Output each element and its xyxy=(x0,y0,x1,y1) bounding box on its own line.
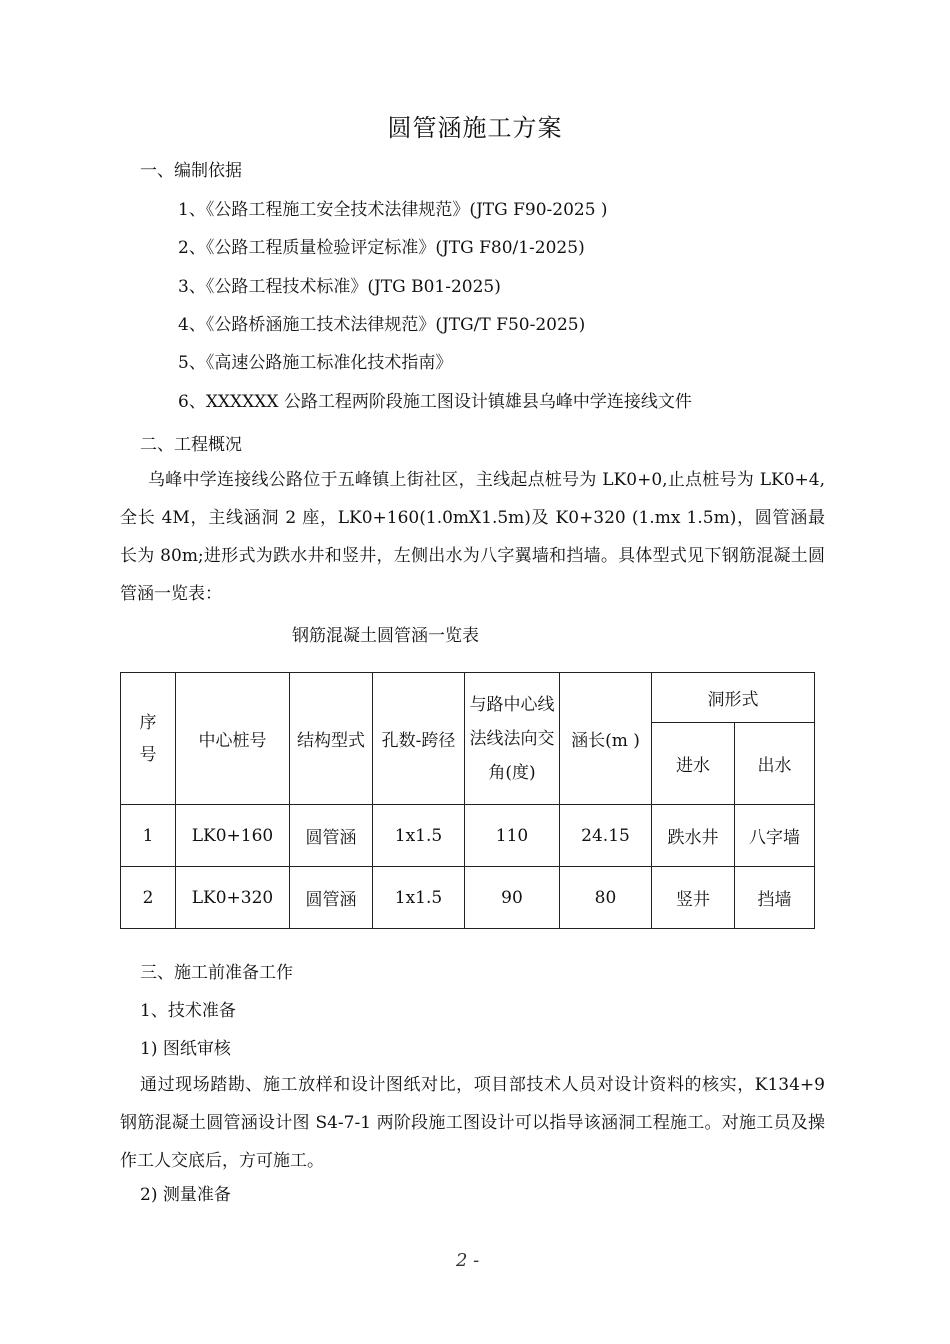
cell-span: 1x1.5 xyxy=(373,867,465,929)
cell-seq: 2 xyxy=(121,867,176,929)
cell-station: LK0+320 xyxy=(176,867,290,929)
cell-structure: 圆管涵 xyxy=(290,805,373,867)
cell-length: 80 xyxy=(560,867,652,929)
cell-outlet: 挡墙 xyxy=(735,867,815,929)
header-station: 中心桩号 xyxy=(176,673,290,805)
drawing-review-paragraph: 通过现场踏勘、施工放样和设计图纸对比，项目部技术人员对设计资料的核实，K134+9 钢筋混凝土圆管涵设计图 S4-7-1 两阶段施工图设计可以指导该涵洞工程施工。对施工员及操作工人交底后，方可施工。 xyxy=(120,1075,825,1171)
cell-station: LK0+160 xyxy=(176,805,290,867)
cell-inlet: 竖井 xyxy=(652,867,735,929)
cell-length: 24.15 xyxy=(560,805,652,867)
cell-seq: 1 xyxy=(121,805,176,867)
reference-item: 1、《公路工程施工安全技术法律规范》(JTG F90-2025 ) xyxy=(178,200,608,220)
header-angle: 与路中心线法线法向交角(度) xyxy=(465,673,560,805)
reference-item: 6、XXXXXX 公路工程两阶段施工图设计镇雄县乌峰中学连接线文件 xyxy=(178,392,692,412)
reference-item: 3、《公路工程技术标准》(JTG B01-2025) xyxy=(178,277,501,297)
subheading-technical: 1、技术准备 xyxy=(140,1001,236,1021)
cell-outlet: 八字墙 xyxy=(735,805,815,867)
header-span: 孔数-跨径 xyxy=(373,673,465,805)
header-form: 洞形式 xyxy=(652,673,815,723)
table-caption: 钢筋混凝土圆管涵一览表 xyxy=(292,626,479,646)
table-row xyxy=(121,805,815,867)
header-seq: 序号 xyxy=(121,673,176,805)
header-outlet: 出水 xyxy=(735,723,815,805)
cell-structure: 圆管涵 xyxy=(290,867,373,929)
overview-paragraph: 乌峰中学连接线公路位于五峰镇上街社区，主线起点桩号为 LK0+0,止点桩号为 LK0+4,全长 4M，主线涵洞 2 座，LK0+160(1.0mX1.5m)及 K0+320 (1.mx 1.5m)，圆管涵最长为 80m;进形式为跌水井和竖井，左侧出水为八字翼墙和挡墙。具体型式见下钢筋混凝土圆管涵一览表： xyxy=(120,470,825,604)
reference-item: 4、《公路桥涵施工技术法律规范》(JTG/T F50-2025) xyxy=(178,315,586,335)
cell-angle: 90 xyxy=(465,867,560,929)
cell-angle: 110 xyxy=(465,805,560,867)
header-structure: 结构型式 xyxy=(290,673,373,805)
cell-inlet: 跌水井 xyxy=(652,805,735,867)
cell-span: 1x1.5 xyxy=(373,805,465,867)
item-drawing-review: 1) 图纸审核 xyxy=(140,1039,231,1059)
page-title: 圆管涵施工方案 xyxy=(387,114,563,142)
reference-item: 5、《高速公路施工标准化技术指南》 xyxy=(178,353,453,373)
header-length: 涵长(m ) xyxy=(560,673,652,805)
reference-item: 2、《公路工程质量检验评定标准》(JTG F80/1-2025) xyxy=(178,238,585,258)
section-heading-basis: 一、编制依据 xyxy=(140,161,242,181)
section-heading-overview: 二、工程概况 xyxy=(140,435,242,455)
header-inlet: 进水 xyxy=(652,723,735,805)
section-heading-preparation: 三、施工前准备工作 xyxy=(140,963,293,983)
culvert-table xyxy=(120,672,815,929)
page-number: 2 - xyxy=(456,1250,480,1271)
table-row xyxy=(121,867,815,929)
item-survey-prep: 2) 测量准备 xyxy=(140,1185,231,1205)
